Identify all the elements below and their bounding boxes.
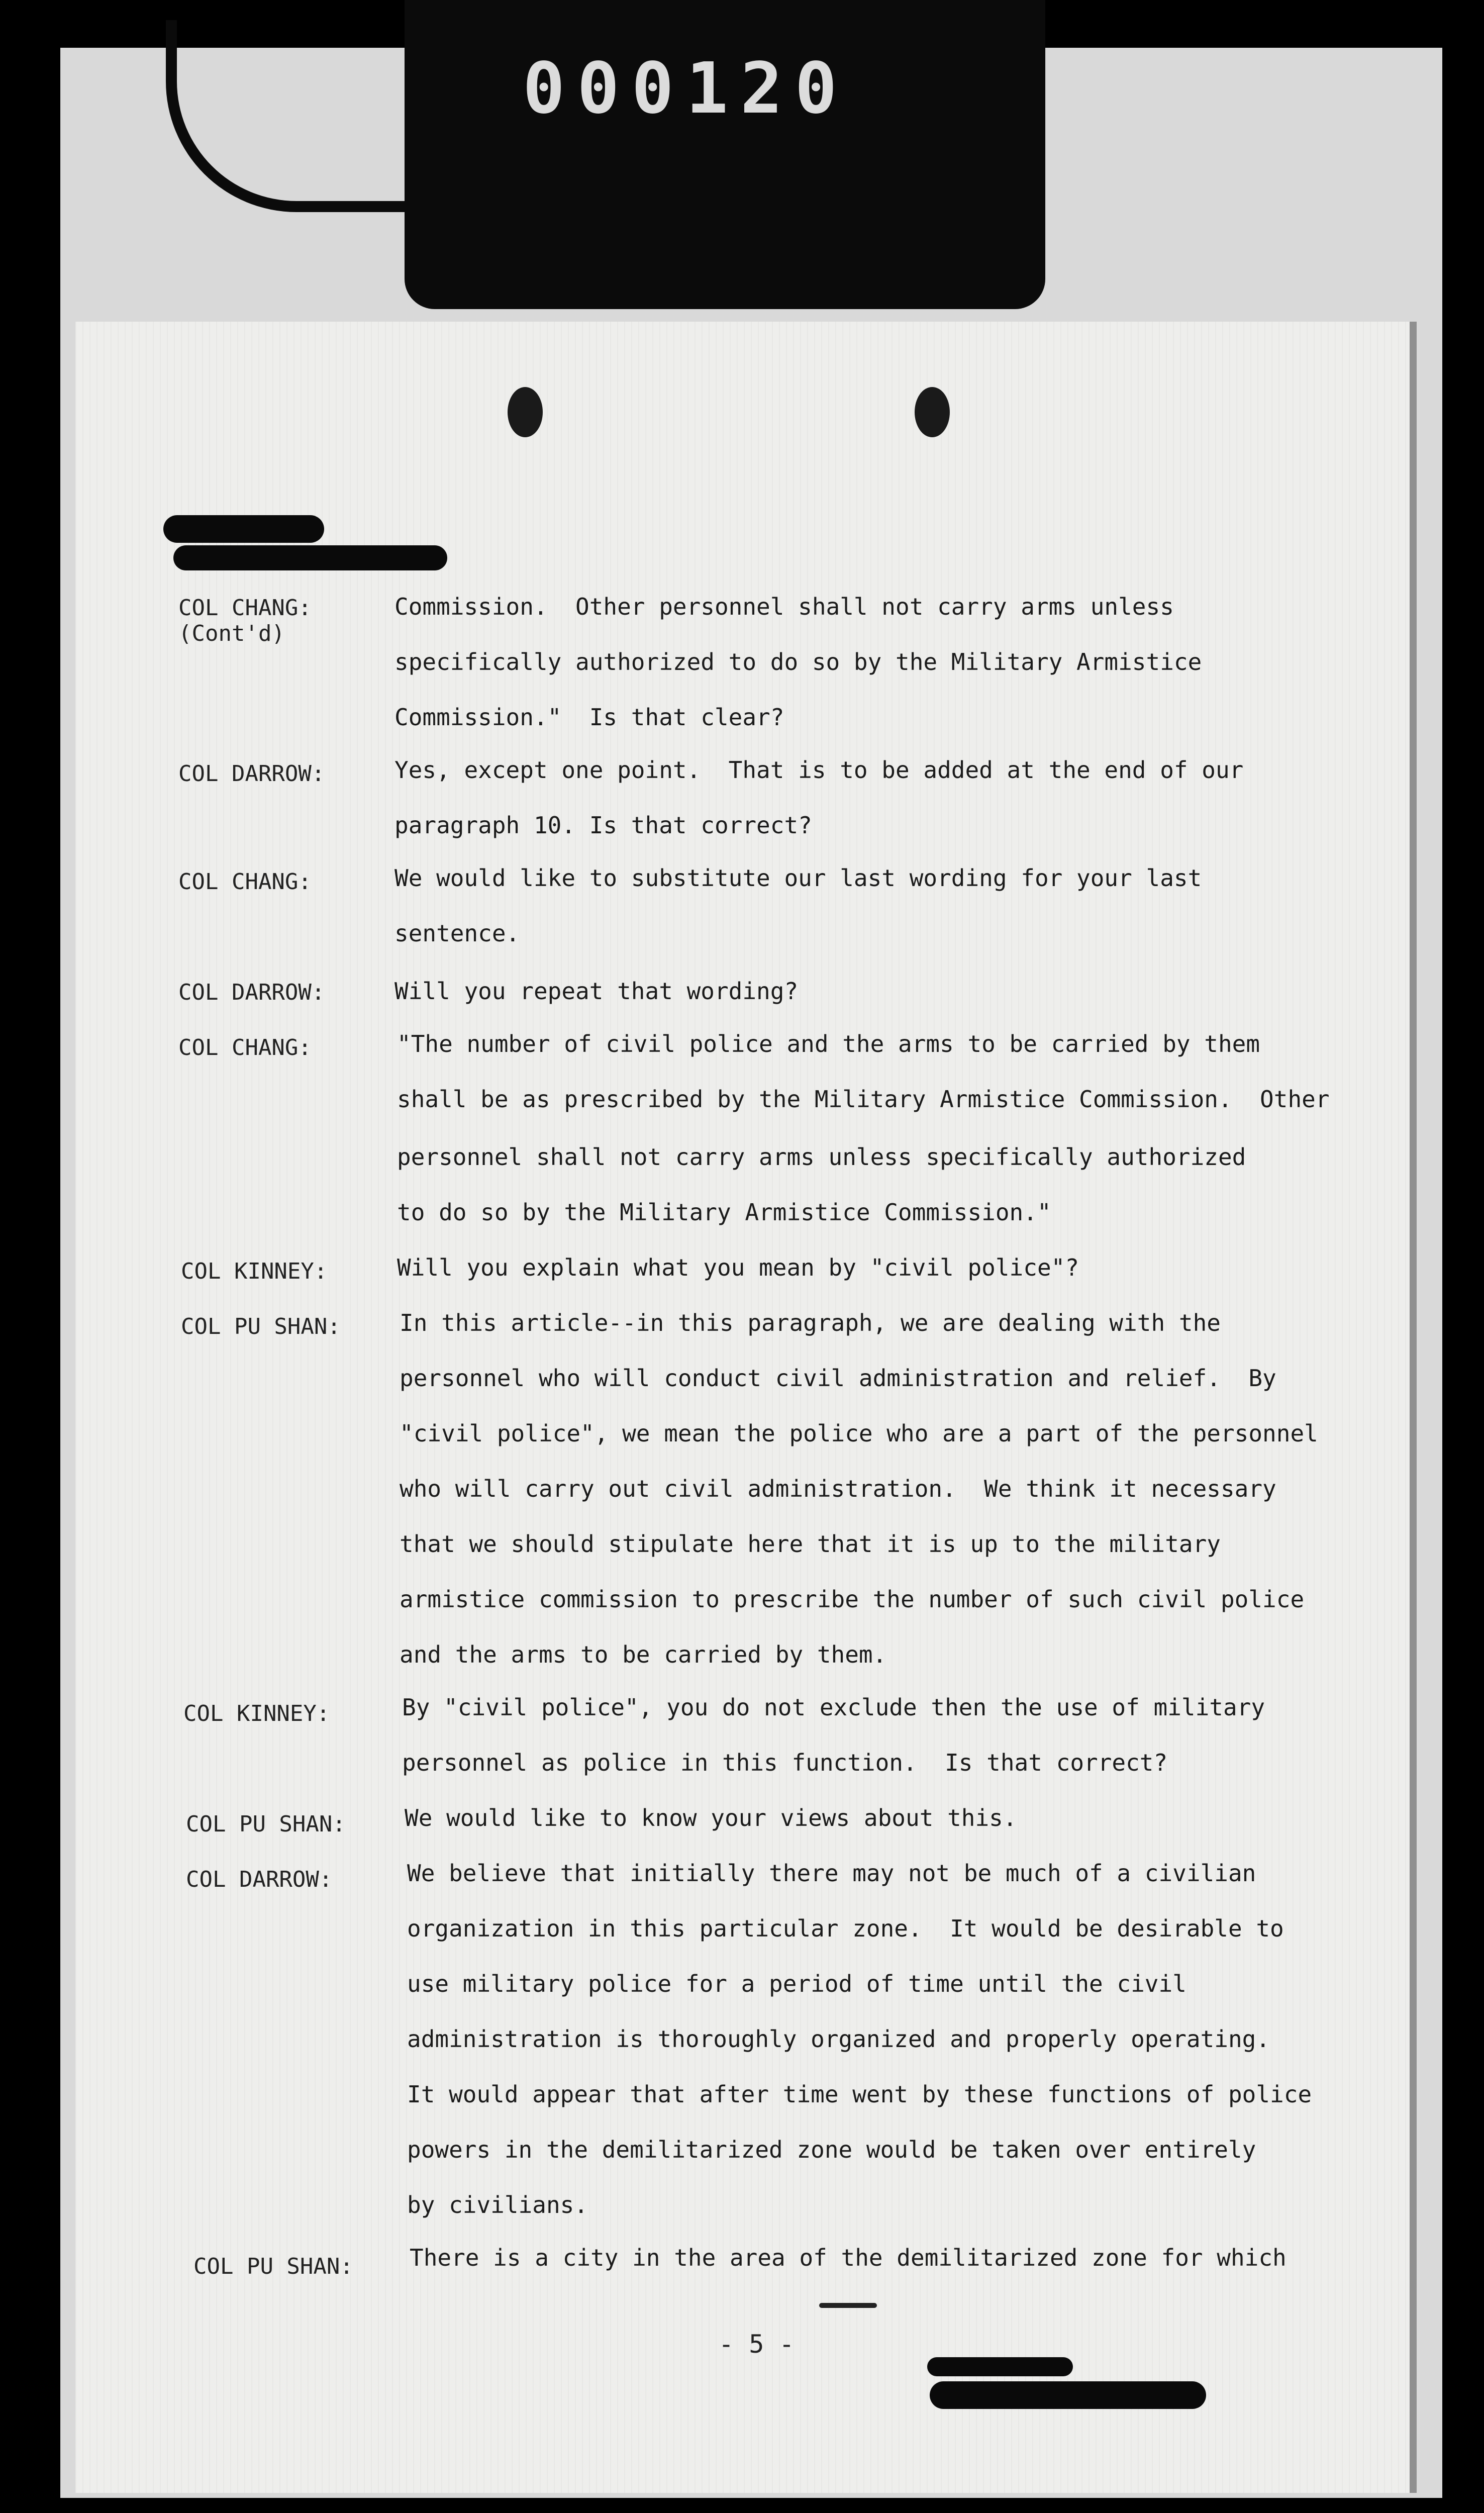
transcript-line: shall be as prescribed by the Military Armistice Commission. Other — [397, 1086, 1330, 1113]
speaker-label: COL DARROW: — [178, 761, 325, 787]
transcript-line: Will you explain what you mean by "civil police"? — [397, 1254, 1079, 1281]
page-number: - 5 - — [719, 2330, 795, 2359]
transcript-line: "The number of civil police and the arms to be carried by them — [397, 1030, 1260, 1057]
speaker-label: COL KINNEY: — [183, 1701, 330, 1726]
classification-redaction-bottom — [927, 2357, 1073, 2376]
document-page — [75, 322, 1417, 2493]
transcript-line: By "civil police", you do not exclude then the use of military — [402, 1694, 1265, 1721]
frame-counter-device — [405, 0, 1045, 309]
transcript-line: use military police for a period of time until the civil — [407, 1970, 1186, 1997]
transcript-line: Will you repeat that wording? — [394, 978, 799, 1005]
transcript-line: powers in the demilitarized zone would be taken over entirely — [407, 2136, 1256, 2163]
transcript-line: sentence. — [394, 920, 520, 947]
speaker-label: COL CHANG: — [178, 1035, 312, 1060]
transcript-line: personnel who will conduct civil administration and relief. By — [400, 1365, 1276, 1392]
transcript-line: and the arms to be carried by them. — [400, 1641, 887, 1668]
speaker-label: COL PU SHAN: — [193, 2254, 353, 2279]
transcript-line: Yes, except one point. That is to be added at the end of our — [394, 756, 1244, 784]
speaker-label: COL DARROW: — [186, 1867, 333, 1892]
transcript-line: It would appear that after time went by these functions of police — [407, 2081, 1312, 2108]
transcript-line: paragraph 10. Is that correct? — [394, 812, 812, 839]
classification-redaction-top — [163, 515, 324, 543]
transcript-line: Commission. Other personnel shall not carry arms unless — [394, 593, 1174, 620]
ink-mark — [819, 2303, 877, 2308]
speaker-label: COL DARROW: — [178, 980, 325, 1005]
transcript-line: to do so by the Military Armistice Commission." — [397, 1199, 1051, 1226]
transcript-line: who will carry out civil administration. We think it necessary — [400, 1475, 1276, 1502]
punch-hole-left — [508, 387, 543, 437]
transcript-line: There is a city in the area of the demilitarized zone for which — [410, 2244, 1287, 2271]
transcript-line: "civil police", we mean the police who are a part of the personnel — [400, 1420, 1318, 1447]
transcript-line: specifically authorized to do so by the Military Armistice — [394, 648, 1202, 675]
transcript-line: armistice commission to prescribe the number of such civil police — [400, 1586, 1305, 1613]
speaker-label: COL PU SHAN: — [186, 1811, 346, 1837]
transcript-line: In this article--in this paragraph, we are dealing with the — [400, 1309, 1221, 1336]
transcript-line: We would like to know your views about this. — [405, 1804, 1017, 1831]
classification-redaction-bottom-2 — [930, 2381, 1206, 2409]
speaker-label: COL CHANG: (Cont'd) — [178, 595, 312, 646]
speaker-label: COL PU SHAN: — [181, 1314, 341, 1339]
classification-redaction-top-2 — [173, 545, 447, 570]
transcript-line: administration is thoroughly organized and properly operating. — [407, 2025, 1270, 2053]
punch-hole-right — [915, 387, 950, 437]
transcript-line: by civilians. — [407, 2191, 588, 2218]
frame-counter: 000120 — [523, 48, 849, 130]
transcript-line: organization in this particular zone. It would be desirable to — [407, 1915, 1284, 1942]
transcript-line: that we should stipulate here that it is up to the military — [400, 1530, 1221, 1558]
transcript-line: personnel as police in this function. Is that correct? — [402, 1749, 1168, 1776]
speaker-label: COL KINNEY: — [181, 1259, 328, 1284]
transcript-line: personnel shall not carry arms unless specifically authorized — [397, 1143, 1246, 1171]
transcript-line: We believe that initially there may not be much of a civilian — [407, 1860, 1256, 1887]
transcript-line: Commission." Is that clear? — [394, 704, 784, 731]
transcript-line: We would like to substitute our last wording for your last — [394, 864, 1202, 892]
speaker-label: COL CHANG: — [178, 869, 312, 895]
